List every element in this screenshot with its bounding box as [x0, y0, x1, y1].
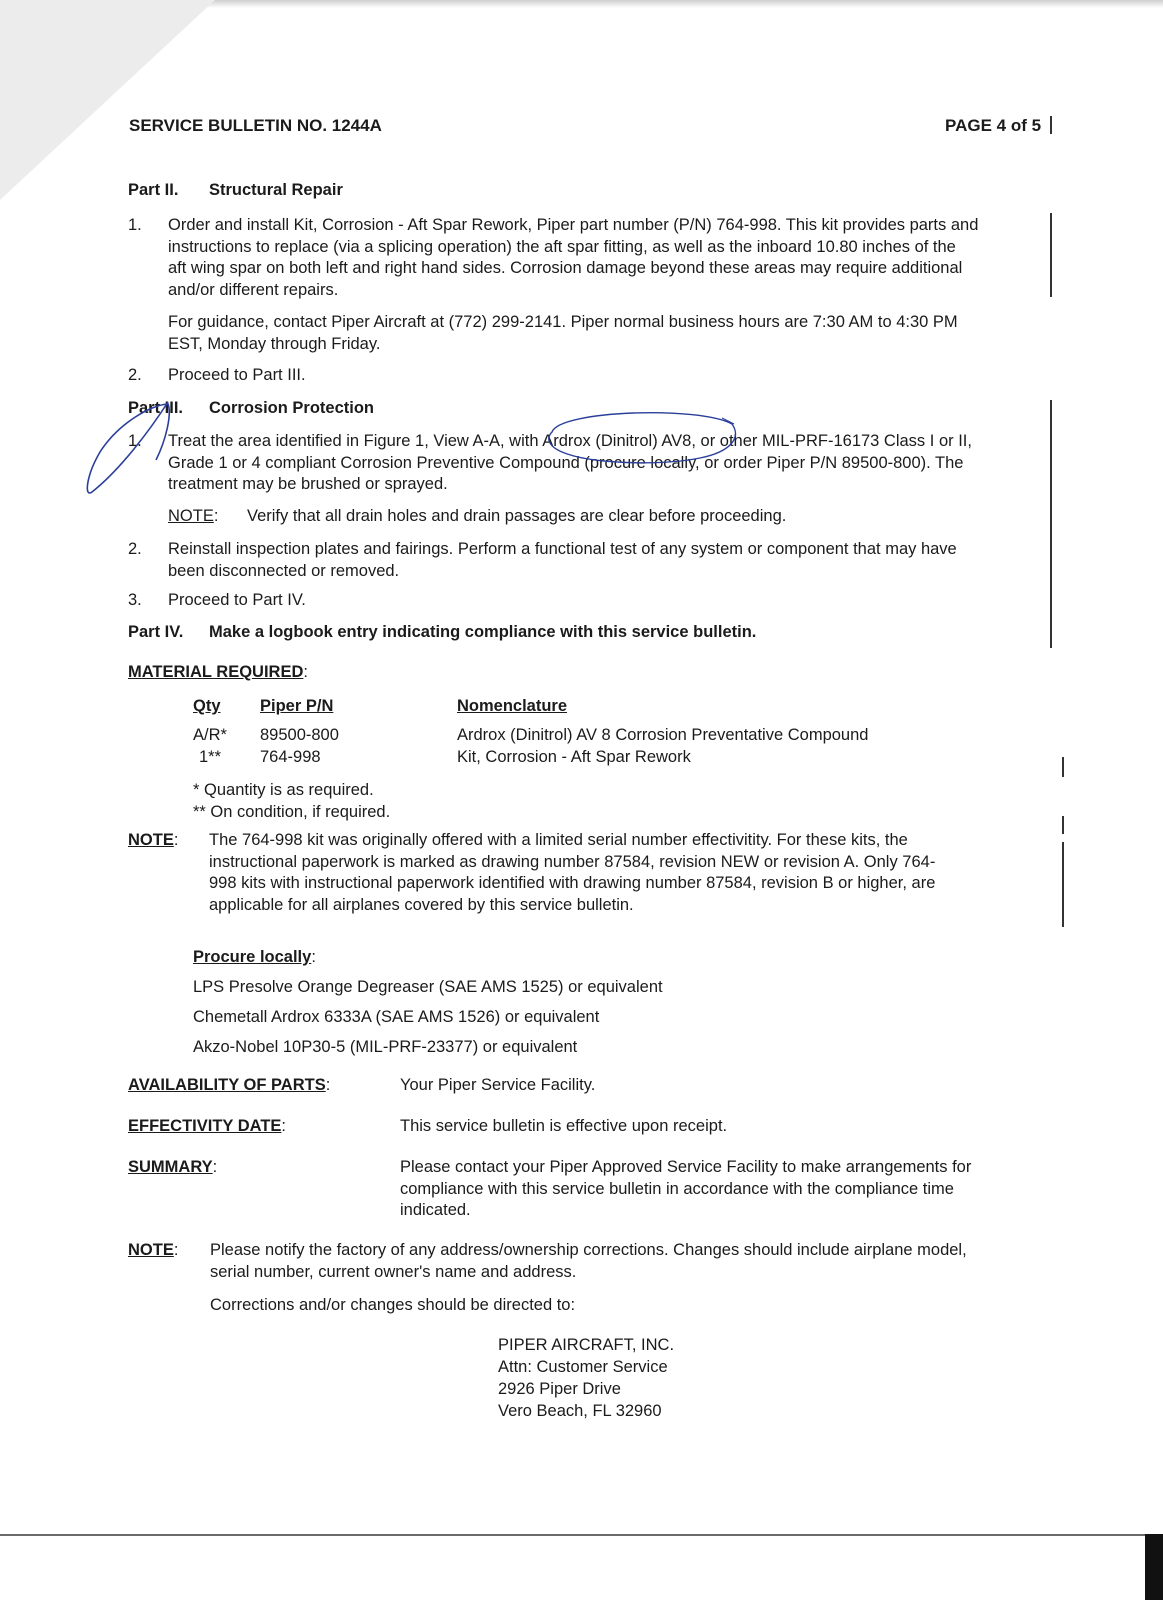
revision-bar: [1050, 116, 1052, 134]
text-line: 998 kits with instructional paperwork identified with drawing number 87584, revision B or higher, are: [209, 874, 936, 892]
text-line: Treat the area identified in Figure 1, View A-A, with Ardrox (Dinitrol) AV8, or other MIL-PRF-16173 Class I or II,: [168, 432, 972, 450]
part3-heading: Corrosion Protection: [209, 399, 375, 417]
summary-label: SUMMARY: [128, 1158, 213, 1176]
part3-item2-number: 2.: [128, 540, 142, 558]
text-line: compliance with this service bulletin in accordance with the compliance time: [400, 1179, 954, 1198]
part2-guidance-text: [168, 312, 1050, 355]
revision-bar: [1062, 757, 1064, 777]
procure-item: Akzo-Nobel 10P30-5 (MIL-PRF-23377) or equivalent: [193, 1038, 578, 1056]
address-line: PIPER AIRCRAFT, INC.: [498, 1336, 675, 1354]
revision-bar: [1050, 213, 1052, 297]
directed-text: Corrections and/or changes should be directed to:: [210, 1296, 576, 1314]
part2-item1-text: [168, 215, 1050, 301]
part3-item3-text: Proceed to Part IV.: [168, 591, 306, 609]
table-cell-nomenclature: Ardrox (Dinitrol) AV 8 Corrosion Preventative Compound: [457, 726, 869, 744]
address-note-text: [210, 1240, 1052, 1283]
revision-bar: [1062, 816, 1064, 834]
part3-note: [168, 506, 218, 528]
bulletin-number: SERVICE BULLETIN NO. 1244A: [129, 116, 382, 135]
text-line: Reinstall inspection plates and fairings. Perform a functional test of any system or component that may have: [168, 540, 957, 558]
text-line: aft wing spar on both left and right hand sides. Corrosion damage beyond these areas may require additional: [168, 259, 963, 277]
availability-label: AVAILABILITY OF PARTS: [128, 1076, 326, 1094]
effectivity-colon: :: [281, 1117, 286, 1135]
text-line: instructional paperwork is marked as drawing number 87584, revision NEW or revision A. Only 764-: [209, 852, 936, 871]
procure-heading: [193, 947, 316, 969]
effectivity-label: EFFECTIVITY DATE: [128, 1117, 282, 1135]
material-label: MATERIAL REQUIRED: [128, 663, 304, 681]
availability-colon: :: [325, 1076, 331, 1094]
part2-number: Part II.: [128, 181, 179, 199]
part3-item2-text: [168, 539, 1050, 582]
address-line: 2926 Piper Drive: [498, 1380, 621, 1398]
scan-edge-corner: [1145, 1534, 1163, 1600]
note-label: NOTE: [128, 831, 174, 849]
part3-item3-number: 3.: [128, 591, 142, 609]
material-required-heading: [128, 662, 308, 684]
footnote-quantity: * Quantity is as required.: [193, 781, 374, 799]
effectivity-value: This service bulletin is effective upon receipt.: [400, 1117, 728, 1135]
text-line: Please contact your Piper Approved Service Facility to make arrangements for: [400, 1158, 972, 1176]
table-cell-pn: 89500-800: [260, 726, 339, 744]
page-number: PAGE 4 of 5: [945, 116, 1042, 135]
text-line: Please notify the factory of any address/ownership corrections. Changes should include airplane model,: [210, 1241, 967, 1259]
ink-tick: [722, 418, 734, 424]
text-line: The 764-998 kit was originally offered with a limited serial number effectivitity. For these kits, the: [209, 831, 908, 849]
revision-bar: [1050, 400, 1052, 648]
kit-note-label-wrap: [128, 830, 178, 852]
column-header-qty: Qty: [193, 697, 221, 715]
text-line: treatment may be brushed or sprayed.: [168, 475, 448, 493]
procure-label: Procure locally: [193, 948, 312, 966]
scan-edge-bottom: [0, 1534, 1163, 1602]
part3-item1-text: [168, 431, 1050, 496]
text-line: applicable for all airplanes covered by this service bulletin.: [209, 895, 634, 914]
text-line: serial number, current owner's name and address.: [210, 1262, 577, 1281]
revision-bar: [1062, 842, 1064, 927]
note-colon: :: [173, 1241, 179, 1259]
part3-item1-number: 1.: [128, 432, 142, 450]
table-cell-qty: 1**: [199, 748, 222, 766]
material-colon: :: [303, 663, 308, 681]
part3-note-text: Verify that all drain holes and drain passages are clear before proceeding.: [247, 507, 787, 525]
part2-item2-number: 2.: [128, 366, 142, 384]
column-header-nomenclature: Nomenclature: [457, 697, 568, 715]
note-colon: :: [173, 831, 179, 849]
table-cell-qty: A/R*: [193, 726, 227, 744]
table-cell-nomenclature: Kit, Corrosion - Aft Spar Rework: [457, 748, 691, 766]
part4-heading: Make a logbook entry indicating compliance with this service bulletin.: [209, 623, 757, 641]
part3-number: Part III.: [128, 399, 184, 417]
text-line: For guidance, contact Piper Aircraft at (772) 299-2141. Piper normal business hours are 7:30 AM to 4:30 PM: [168, 313, 958, 331]
note-colon: :: [213, 507, 219, 525]
table-cell-pn: 764-998: [260, 748, 321, 766]
mailing-address: [498, 1335, 674, 1423]
note-label: NOTE: [128, 1241, 174, 1259]
kit-note-text: [209, 830, 1051, 916]
text-line: Grade 1 or 4 compliant Corrosion Preventive Compound (procure locally, or order Piper P/N 89500-800). The: [168, 453, 964, 472]
part2-item1-number: 1.: [128, 216, 142, 234]
summary-value: [400, 1157, 1050, 1222]
footnote-condition: ** On condition, if required.: [193, 803, 391, 821]
part2-heading: Structural Repair: [209, 181, 343, 199]
text-line: Order and install Kit, Corrosion - Aft Spar Rework, Piper part number (P/N) 764-998. This kit provides parts and: [168, 216, 979, 234]
address-line: Attn: Customer Service: [498, 1358, 668, 1376]
availability-value: Your Piper Service Facility.: [400, 1076, 596, 1094]
procure-item: Chemetall Ardrox 6333A (SAE AMS 1526) or equivalent: [193, 1008, 600, 1026]
summary-heading: [128, 1157, 217, 1179]
text-line: instructions to replace (via a splicing operation) the aft spar fitting, as well as the inboard 10.80 inches of the: [168, 237, 956, 256]
procure-colon: :: [311, 948, 316, 966]
text-line: been disconnected or removed.: [168, 561, 400, 580]
note-label: NOTE: [168, 507, 214, 525]
text-line: and/or different repairs.: [168, 280, 339, 299]
address-note-heading: [128, 1240, 178, 1262]
scan-folded-corner: [0, 0, 215, 200]
part2-item2-text: Proceed to Part III.: [168, 366, 306, 384]
address-line: Vero Beach, FL 32960: [498, 1402, 662, 1420]
summary-colon: :: [212, 1158, 218, 1176]
text-line: indicated.: [400, 1201, 471, 1219]
availability-heading: [128, 1075, 330, 1097]
effectivity-heading: [128, 1116, 286, 1138]
part4-number: Part IV.: [128, 623, 184, 641]
column-header-pn: Piper P/N: [260, 697, 334, 715]
text-line: EST, Monday through Friday.: [168, 334, 381, 353]
procure-item: LPS Presolve Orange Degreaser (SAE AMS 1525) or equivalent: [193, 978, 663, 996]
